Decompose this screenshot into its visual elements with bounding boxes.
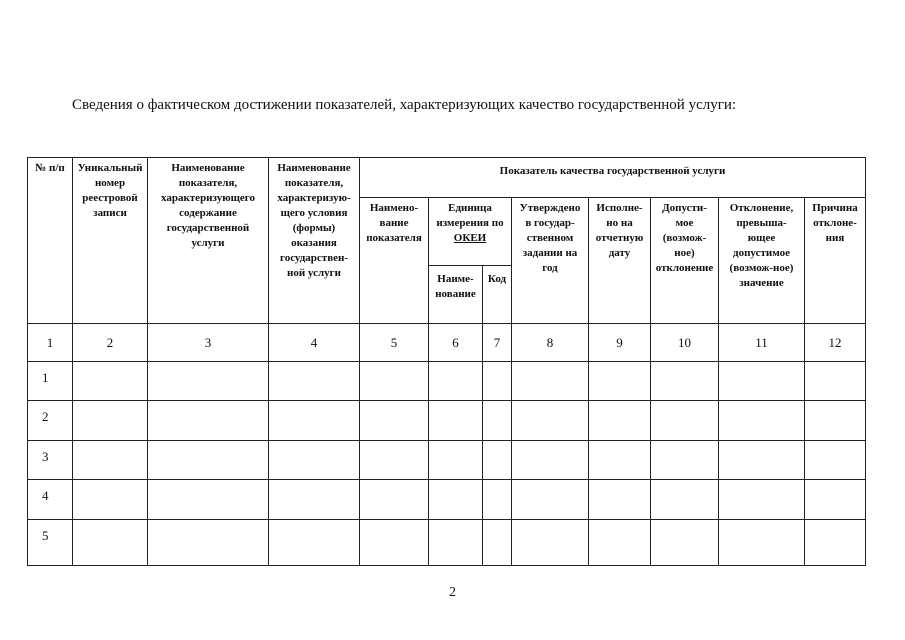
- header-condition-indicator: Наименование показателя, характеризую- щего условия (формы) оказания государствен- ной услуги: [269, 158, 360, 324]
- header-content-indicator: Наименование показателя, характеризующего содержание государственной услуги: [148, 158, 269, 324]
- table-cell[interactable]: [360, 441, 429, 480]
- table-cell[interactable]: [512, 520, 589, 566]
- table-cell[interactable]: [269, 480, 360, 520]
- table-cell[interactable]: [73, 362, 148, 401]
- table-cell[interactable]: [719, 362, 805, 401]
- header-quality-group: Показатель качества государственной услуги: [360, 158, 866, 198]
- table-cell[interactable]: [73, 401, 148, 441]
- table-cell[interactable]: [73, 480, 148, 520]
- column-number: 10: [651, 324, 719, 362]
- column-number: 12: [805, 324, 866, 362]
- table-cell[interactable]: [483, 401, 512, 441]
- table-cell[interactable]: [360, 480, 429, 520]
- table-cell[interactable]: [805, 401, 866, 441]
- table-cell[interactable]: [589, 520, 651, 566]
- table-cell[interactable]: [512, 480, 589, 520]
- column-number: 4: [269, 324, 360, 362]
- header-num: № п/п: [28, 158, 73, 324]
- table-cell[interactable]: [589, 401, 651, 441]
- table-row: [28, 362, 866, 401]
- header-indicator-name: Наимено- вание показателя: [360, 198, 429, 324]
- table-cell[interactable]: [512, 401, 589, 441]
- table-cell[interactable]: [651, 520, 719, 566]
- table-row: [28, 480, 866, 520]
- table-cell[interactable]: [483, 362, 512, 401]
- table-cell[interactable]: [360, 520, 429, 566]
- table-cell[interactable]: [589, 441, 651, 480]
- table-row: [28, 520, 866, 566]
- document-title: Сведения о фактическом достижении показателей, характеризующих качество государственной услуги:: [72, 97, 737, 113]
- row-index: 3: [28, 441, 73, 480]
- header-exceeding-deviation: Отклонение, превыша- ющее допустимое (возмож-ное) значение: [719, 198, 805, 324]
- row-index: 5: [28, 520, 73, 566]
- table-cell[interactable]: [719, 401, 805, 441]
- column-number: 6: [429, 324, 483, 362]
- table-cell[interactable]: [719, 441, 805, 480]
- header-reason: Причина отклоне- ния: [805, 198, 866, 324]
- table-cell[interactable]: [589, 480, 651, 520]
- header-unit: [429, 198, 512, 266]
- table-cell[interactable]: [148, 520, 269, 566]
- table-cell[interactable]: [483, 480, 512, 520]
- table-cell[interactable]: [429, 441, 483, 480]
- table-cell[interactable]: [360, 362, 429, 401]
- table-cell[interactable]: [719, 480, 805, 520]
- table-cell[interactable]: [148, 401, 269, 441]
- table-cell[interactable]: [148, 362, 269, 401]
- column-number: 5: [360, 324, 429, 362]
- table-cell[interactable]: [651, 362, 719, 401]
- table-row: [28, 441, 866, 480]
- header-unique-number: Уникальный номер реестровой записи: [73, 158, 148, 324]
- table-cell[interactable]: [651, 480, 719, 520]
- table-cell[interactable]: [805, 520, 866, 566]
- header-unit-prefix: Единица измерения по: [436, 202, 504, 229]
- table-cell[interactable]: [651, 401, 719, 441]
- page-number: 2: [449, 585, 456, 600]
- column-number: 9: [589, 324, 651, 362]
- header-unit-code: Код: [483, 266, 512, 324]
- table-cell[interactable]: [805, 441, 866, 480]
- header-allowed-deviation: Допусти- мое (возмож- ное) отклонение: [651, 198, 719, 324]
- table-cell[interactable]: [483, 441, 512, 480]
- table-cell[interactable]: [148, 480, 269, 520]
- table-cell[interactable]: [269, 520, 360, 566]
- table-cell[interactable]: [73, 441, 148, 480]
- table-cell[interactable]: [269, 401, 360, 441]
- table-cell[interactable]: [269, 362, 360, 401]
- table-cell[interactable]: [651, 441, 719, 480]
- column-number-row: [28, 324, 866, 362]
- header-approved: Утверждено в государ- ственном задании на год: [512, 198, 589, 324]
- column-number: 3: [148, 324, 269, 362]
- column-number: 1: [28, 324, 73, 362]
- table-cell[interactable]: [429, 401, 483, 441]
- row-index: 4: [28, 480, 73, 520]
- table-row: [28, 401, 866, 441]
- header-executed: Исполне- но на отчетную дату: [589, 198, 651, 324]
- table-cell[interactable]: [429, 480, 483, 520]
- table-cell[interactable]: [429, 362, 483, 401]
- table-cell[interactable]: [148, 441, 269, 480]
- table-cell[interactable]: [512, 441, 589, 480]
- table-cell[interactable]: [73, 520, 148, 566]
- quality-indicators-table: [27, 157, 866, 566]
- table-cell[interactable]: [269, 441, 360, 480]
- table-cell[interactable]: [429, 520, 483, 566]
- header-unit-okei: ОКЕИ: [453, 232, 487, 244]
- table-cell[interactable]: [483, 520, 512, 566]
- column-number: 7: [483, 324, 512, 362]
- column-number: 8: [512, 324, 589, 362]
- table-cell[interactable]: [360, 401, 429, 441]
- table-cell[interactable]: [805, 362, 866, 401]
- row-index: 1: [28, 362, 73, 401]
- table-cell[interactable]: [805, 480, 866, 520]
- table-cell[interactable]: [719, 520, 805, 566]
- column-number: 11: [719, 324, 805, 362]
- table-cell[interactable]: [512, 362, 589, 401]
- table-cell[interactable]: [589, 362, 651, 401]
- column-number: 2: [73, 324, 148, 362]
- header-unit-name: Наиме- нование: [429, 266, 483, 324]
- row-index: 2: [28, 401, 73, 441]
